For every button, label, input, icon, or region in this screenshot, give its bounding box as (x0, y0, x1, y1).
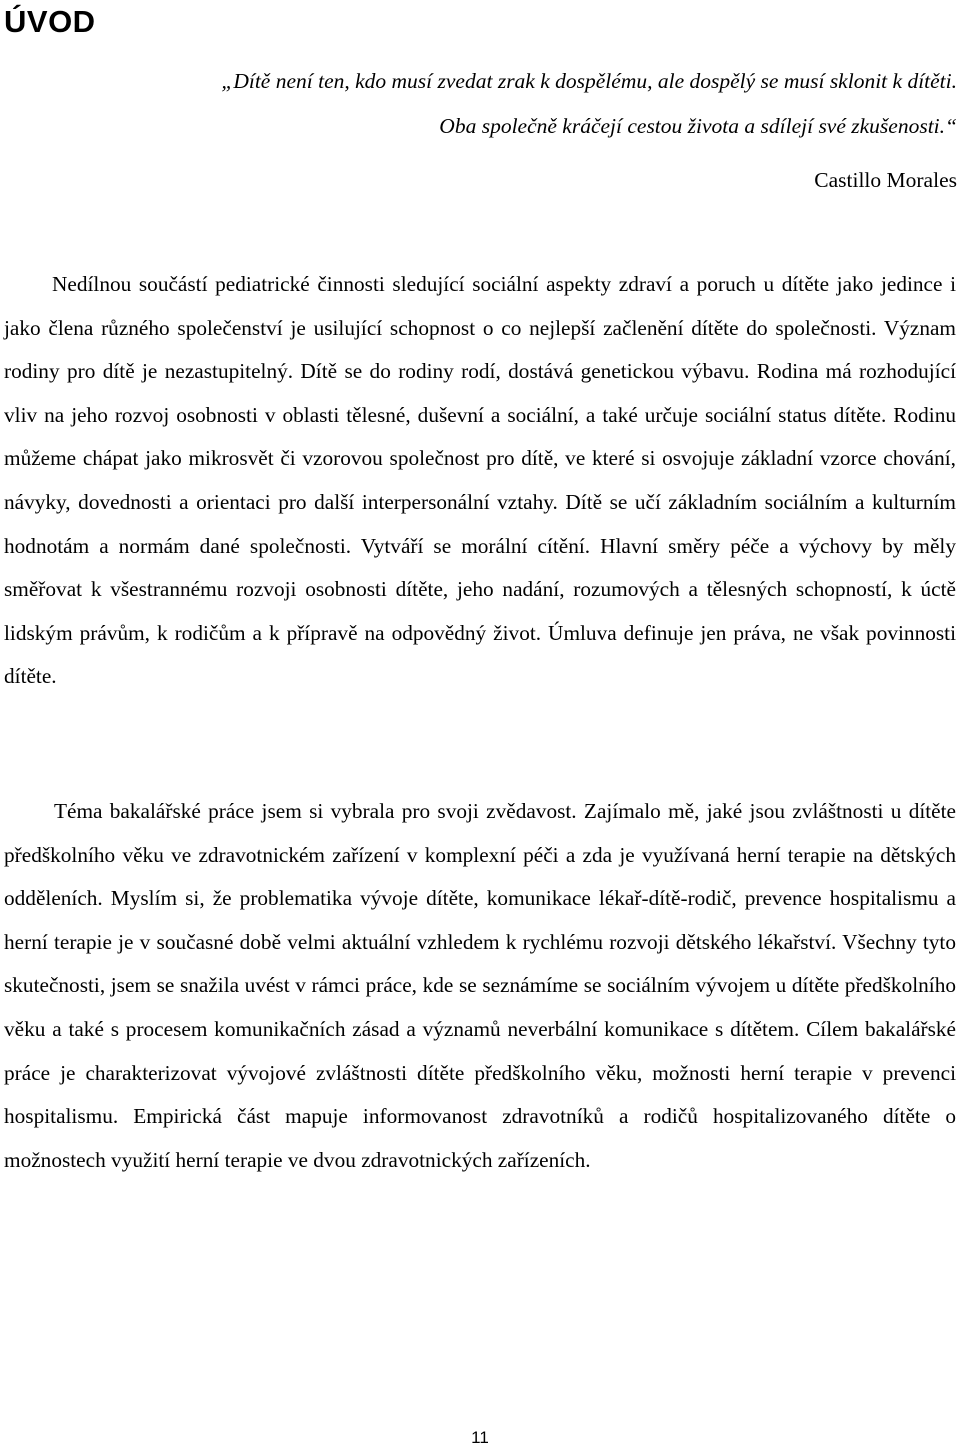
page-number: 11 (471, 1428, 489, 1447)
body-paragraph-2: Téma bakalářské práce jsem si vybrala pro svoji zvědavost. Zajímalo mě, jaké jsou zvláštnosti u dítěte předškolního věku ve zdravotnickém zařízení v komplexní péči a zda je využívaná herní terapie na dětských odděleních. Myslím si, že problematika vývoje dítěte, komunikace lékař-dítě-rodič, prevence hospitalismu a herní terapie je v současné době velmi aktuální vzhledem k rychlému rozvoji dětského lékařství. Všechny tyto skutečnosti, jsem se snažila uvést v rámci práce, kde se seznámíme se sociálním vývojem u dítěte předškolního věku a také s procesem komunikačních zásad a významů neverbální komunikace s dítětem. Cílem bakalářské práce je charakterizovat vývojové zvláštnosti dítěte předškolního věku, možnosti herní terapie v prevenci hospitalismu. Empirická část mapuje informovanost zdravotníků a rodičů hospitalizovaného dítěte o možnostech využití herní terapie ve dvou zdravotnických zařízeních. (4, 799, 956, 1172)
chapter-heading: ÚVOD (4, 4, 96, 39)
motto-line-1: „Dítě není ten, kdo musí zvedat zrak k dospělému, ale dospělý se musí sklonit k dítěti. (221, 69, 957, 93)
motto-line-2: Oba společně kráčejí cestou života a sdílejí své zkušenosti.“ (439, 114, 957, 138)
body-paragraph-1: Nedílnou součástí pediatrické činnosti sledující sociální aspekty zdraví a poruch u dítěte jako jedince i jako člena různého společenství je usilující schopnost o co nejlepší začlenění dítěte do společnosti. Význam rodiny pro dítě je nezastupitelný. Dítě se do rodiny rodí, dostává genetickou výbavu. Rodina má rozhodující vliv na jeho rozvoj osobnosti v oblasti tělesné, duševní a sociální, a také určuje sociální status dítěte. Rodinu můžeme chápat jako mikrosvět či vzorovou společnost pro dítě, ve které si osvojuje základní vzorce chování, návyky, dovednosti a orientaci pro další interpersonální vztahy. Dítě se učí základním sociálním a kulturním hodnotám a normám dané společnosti. Vytváří se morální cítění. Hlavní směry péče a výchovy by měly směřovat k všestrannému rozvoji osobnosti dítěte, jeho nadání, rozumových a tělesných schopností, k úctě lidským právům, k rodičům a k přípravě na odpovědný život. Úmluva definuje jen práva, ne však povinnosti dítěte. (4, 272, 956, 689)
motto-author: Castillo Morales (814, 168, 957, 192)
